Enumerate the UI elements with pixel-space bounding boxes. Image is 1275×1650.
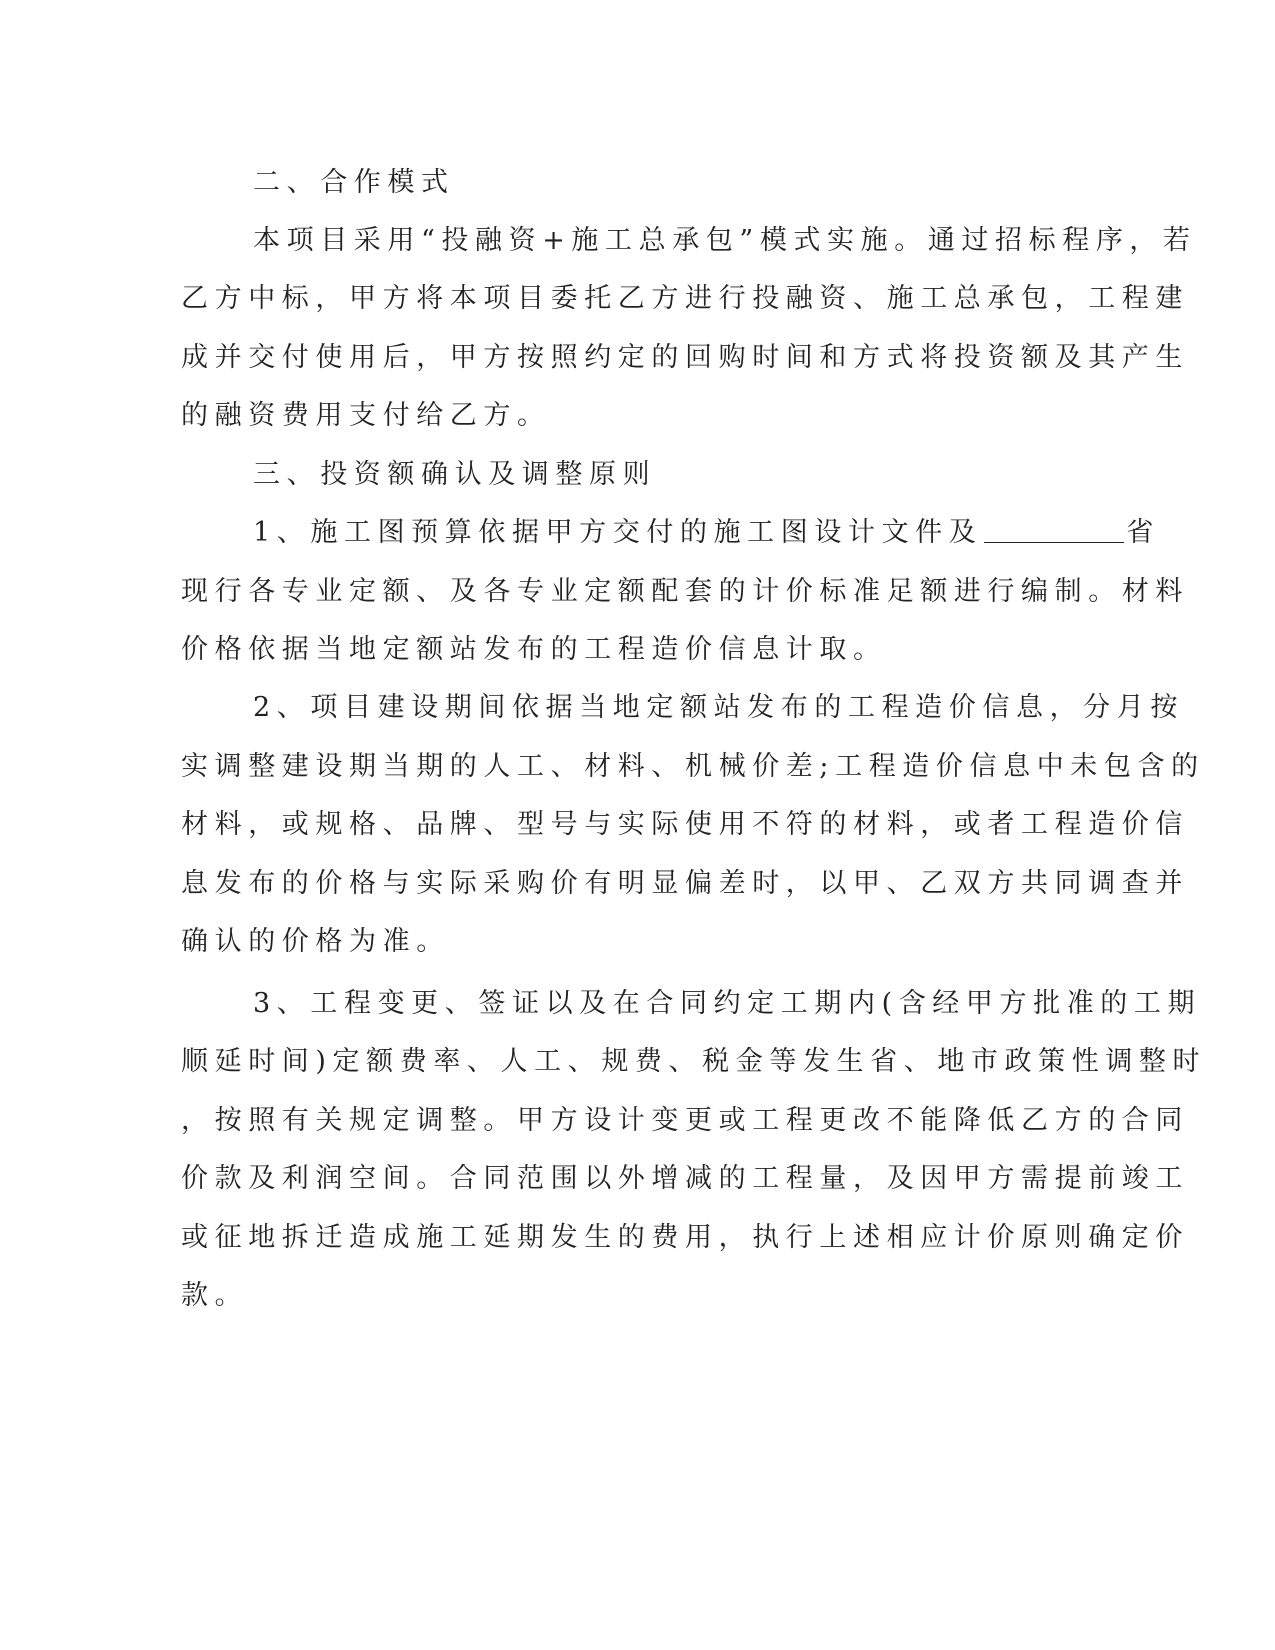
paragraph-line: 款。 [181,1280,249,1311]
paragraph-line: 乙方中标，甲方将本项目委托乙方进行投融资、施工总承包，工程建 [181,283,1189,314]
clause-1-text-before-blank: 1、施工图预算依据甲方交付的施工图设计文件及 [253,517,983,548]
paragraph-line: 材料，或规格、品牌、型号与实际使用不符的材料，或者工程造价信 [181,809,1189,840]
paragraph-line: 价格依据当地定额站发布的工程造价信息计取。 [181,634,887,665]
paragraph-line: 本项目采用“投融资+施工总承包”模式实施。通过招标程序，若 [253,225,1197,256]
clause-2-line: 2、项目建设期间依据当地定额站发布的工程造价信息，分月按 [253,692,1184,723]
clause-1-text-after-blank: 省 [1126,517,1160,548]
paragraph-line: 或征地拆迁造成施工延期发生的费用，执行上述相应计价原则确定价 [181,1222,1189,1253]
paragraph-line: 顺延时间)定额费率、人工、规费、税金等发生省、地市政策性调整时 [181,1046,1207,1077]
paragraph-line: 实调整建设期当期的人工、材料、机械价差;工程造价信息中未包含的 [181,751,1205,782]
paragraph-line: 价款及利润空间。合同范围以外增减的工程量，及因甲方需提前竣工 [181,1163,1189,1194]
paragraph-line: 息发布的价格与实际采购价有明显偏差时，以甲、乙双方共同调查并 [181,868,1189,899]
clause-3-line: 3、工程变更、签证以及在合同约定工期内(含经甲方批准的工期 [253,988,1202,1019]
paragraph-line: 的融资费用支付给乙方。 [181,400,551,431]
section-heading-investment-principles: 三、投资额确认及调整原则 [253,459,657,490]
fill-in-blank [984,516,1124,543]
paragraph-line: 确认的价格为准。 [181,926,450,957]
paragraph-line: 现行各专业定额、及各专业定额配套的计价标准足额进行编制。材料 [181,576,1189,607]
clause-1-first-line [253,516,1160,550]
section-heading-cooperation-mode: 二、合作模式 [253,167,455,198]
paragraph-line: 成并交付使用后，甲方按照约定的回购时间和方式将投资额及其产生 [181,342,1189,373]
paragraph-line: ，按照有关规定调整。甲方设计变更或工程更改不能降低乙方的合同 [181,1105,1189,1136]
